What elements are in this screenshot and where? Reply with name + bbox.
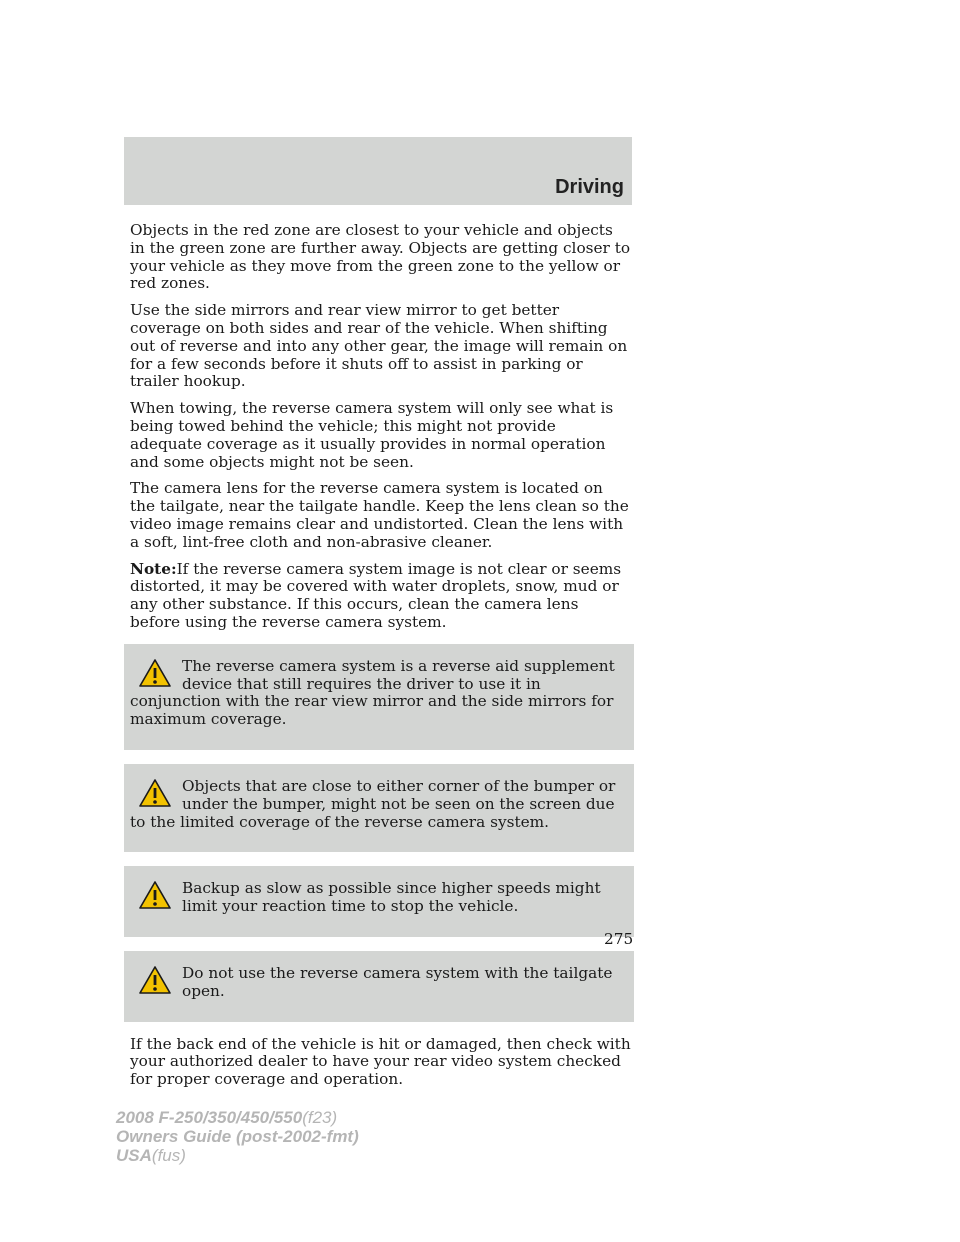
page-content (130, 222, 632, 1098)
section-header-band (124, 137, 632, 205)
document-footer (116, 1108, 359, 1165)
paragraph: When towing, the reverse camera system will only see what is being towed behind the vehicle; this might not provide adequate coverage as it usually provides in normal operation and some objects might not be seen. (130, 399, 614, 471)
footer-guide: Owners Guide (post-2002-fmt) (116, 1127, 359, 1146)
footer-market-code: (fus) (151, 1146, 186, 1165)
paragraph: The camera lens for the reverse camera system is located on the tailgate, near the tailgate handle. Keep the lens clean so the video image remains clear and undistorted. Clean the lens with a soft, lint-free cloth and non-abrasive cleaner. (130, 479, 629, 551)
footer-model-code: (f23) (302, 1108, 338, 1127)
paragraph: Use the side mirrors and rear view mirror to get better coverage on both sides and rear of the vehicle. When shifting out of reverse and into any other gear, the image will remain on for a few seconds before it shuts off to assist in parking or trailer hookup. (130, 301, 628, 391)
warning-triangle-icon (138, 658, 172, 688)
warning-text: The reverse camera system is a reverse aid supplement device that still requires the driver to use it in conjunction with the rear view mirror and the side mirrors for maximum coverage. (130, 656, 615, 729)
closing-paragraph: If the back end of the vehicle is hit or damaged, then check with your authorized dealer to have your rear video system checked for proper coverage and operation. (130, 1034, 631, 1089)
footer-model: 2008 F-250/350/450/550 (116, 1108, 303, 1127)
note-text: If the reverse camera system image is not clear or seems distorted, it may be covered with water droplets, snow, mud or any other substance. If this occurs, clean the camera lens before using the reverse camera system. (130, 559, 622, 631)
warning-triangle-icon (138, 778, 172, 808)
warning-box (124, 866, 634, 937)
section-title: Driving (555, 176, 624, 198)
warning-text: Objects that are close to either corner of the bumper or under the bumper, might not be seen on the screen due to the limited coverage of the reverse camera system. (130, 776, 616, 831)
warning-text: Backup as slow as possible since higher speeds might limit your reaction time to stop the vehicle. (182, 879, 601, 916)
warning-box (124, 644, 634, 750)
paragraph: Objects in the red zone are closest to your vehicle and objects in the green zone are further away. Objects are getting closer to your vehicle as they move from the green zone to the yellow or red zones. (130, 221, 631, 293)
warning-box (124, 951, 634, 1022)
page-number: 275 (604, 930, 634, 948)
footer-market: USA (116, 1146, 152, 1165)
note-paragraph (130, 561, 632, 632)
warning-text: Do not use the reverse camera system with the tailgate open. (182, 963, 613, 1000)
warning-triangle-icon (138, 880, 172, 910)
warning-triangle-icon (138, 965, 172, 995)
warning-box (124, 764, 634, 852)
note-label: Note: (130, 559, 177, 578)
